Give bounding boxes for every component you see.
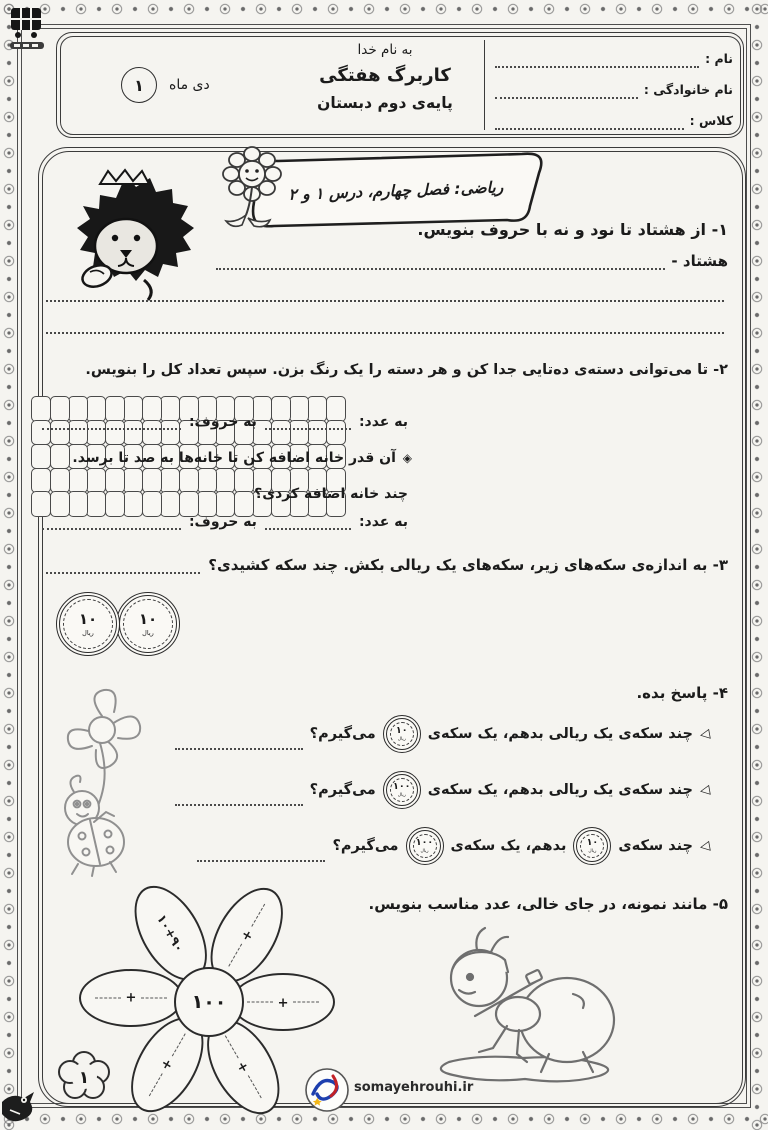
coin-10-inline [573,827,611,865]
question-4-text: ۴- پاسخ بده. [636,684,728,702]
site-logo-icon [303,1066,351,1114]
petal-blank [231,973,335,1031]
class-label: کلاس : [689,113,733,128]
q2-answer-line-2 [42,514,408,530]
coin-unit: ریال [588,848,597,854]
q4-item2-tail: می‌گیرم؟ [309,782,376,798]
q2-add-note [42,448,412,469]
question-1-start-word: هشتاد - [671,252,728,270]
coin-value: ۱۰ [395,725,408,737]
coin-unit: ریال [397,792,406,798]
q2-answer-line-1 [42,414,408,430]
coin-10-rial [116,592,180,656]
flower-center-value: ۱۰۰ [174,967,244,1037]
coin-value: ۱۰ [78,609,98,628]
name-field [495,40,733,68]
bird-decoration-icon [0,1084,42,1124]
family-name-label: نام خانوادگی : [643,82,733,97]
header-box [56,32,744,138]
arrow-bullet-icon: ◁ [698,837,712,855]
publisher-logo-icon [6,4,52,62]
petal-example-value: ۱۰+۹۰ [153,911,188,955]
coin-value: ۱۰ [138,609,158,628]
q2-how-many-text: چند خانه اضافه کردی؟ [254,486,408,502]
numeral-blank-2 [265,516,351,530]
coin-unit: ریال [397,736,406,742]
border-pattern-left [0,0,20,1130]
q3-coin-group [56,592,180,656]
name-blank-line [495,54,699,68]
flower-character-illustration [218,146,286,234]
month-label: دی ماه [169,77,210,93]
petal-blank-sum: + [215,1025,272,1109]
bismillah-text: به نام خدا [357,42,413,58]
q4-item1-tail: می‌گیرم؟ [309,726,376,742]
header-titles [235,39,535,112]
question-1-text: ۱- از هشتاد تا نود و نه با حروف بنویس. [417,220,728,239]
name-label: نام : [705,51,733,66]
ant-illustration [415,922,630,1084]
question-5-text: ۵- مانند نمونه، در جای خالی، عدد مناسب بنویس. [368,895,728,913]
q4-item2-text: چند سکه‌ی یک ریالی بدهم، یک سکه‌ی [427,782,693,798]
coin-value: ۱۰۰ [415,837,434,849]
numeral-label-2: به عدد: [358,514,408,530]
class-field [495,102,733,130]
q4-item-2 [46,768,710,812]
numeral-label: به عدد: [358,414,408,430]
letters-label: به حروف: [188,414,257,430]
coin-unit: ریال [142,628,154,637]
issue-number-badge: ۱ [121,67,157,103]
q4-item3-text: چند سکه‌ی [618,838,693,854]
q4-item3-mid: بدهم، یک سکه‌ی [450,838,567,854]
coin-value: ۱۰۰ [393,781,411,793]
question-3-line [46,556,728,574]
question-3-blank [46,560,200,574]
question-2-text: ۲- تا می‌توانی دسته‌ی ده‌تایی جدا کن و هر دسته را یک رنگ بزن. سپس تعداد کل را بنویس. [85,362,728,378]
q4-item-1 [46,712,710,756]
border-pattern-top [0,0,768,20]
coin-unit: ریال [82,628,94,637]
coin-unit: ریال [420,848,429,854]
question-3-text: ۳- به اندازه‌ی سکه‌های زیر، سکه‌های یک ریالی بکش. چند سکه کشیدی؟ [208,556,728,574]
coin-100-inline [383,771,421,809]
issue-info [121,67,210,103]
family-name-field [495,71,733,99]
question-1-example-line [216,252,728,270]
page-number-badge [56,1050,112,1102]
family-name-blank-line [495,85,638,99]
petal-blank-sum: + [218,893,275,977]
website-url-text: somayehrouhi.ir [354,1080,474,1095]
coin-value: ۱۰ [586,837,599,849]
coin-10-inline [383,715,421,753]
petal-blank [79,969,183,1027]
q4-item1-blank [175,736,303,750]
petal-blank-sum: + [87,991,175,1006]
class-blank-line [495,116,684,130]
grade-subtitle: پایه‌ی دوم دبستان [317,94,453,112]
letters-blank [42,416,181,430]
letters-blank-2 [42,516,181,530]
coin-100-inline [406,827,444,865]
q2-add-note-text: آن قدر خانه اضافه کن تا خانه‌ها به صد تا برسد. [72,450,396,466]
border-pattern-right [748,0,768,1130]
q4-item-3 [46,824,710,868]
petal-blank-sum: + [239,995,327,1010]
question-1-blank-3 [46,332,724,334]
letters-label-2: به حروف: [188,514,257,530]
q4-item3-blank [197,848,325,862]
lesson-banner-text: ریاضی: فصل چهارم، درس ۱ و ۲ [288,178,504,204]
question-1-blank-1 [216,256,665,270]
q4-item3-tail: می‌گیرم؟ [332,838,399,854]
diamond-bullet-icon: ◈ [402,451,412,465]
petal-blank-sum: + [139,1023,196,1107]
q4-item1-text: چند سکه‌ی یک ریالی بدهم، یک سکه‌ی [427,726,693,742]
lion-illustration [34,168,218,308]
page-number-value: ۱ [78,1068,90,1088]
numeral-blank [265,416,351,430]
worksheet-title: کاربرگ هفتگی [319,65,451,86]
arrow-bullet-icon: ◁ [698,781,712,799]
q4-item2-blank [175,792,303,806]
arrow-bullet-icon: ◁ [698,725,712,743]
student-info-fields [484,40,733,130]
coin-10-rial [56,592,120,656]
